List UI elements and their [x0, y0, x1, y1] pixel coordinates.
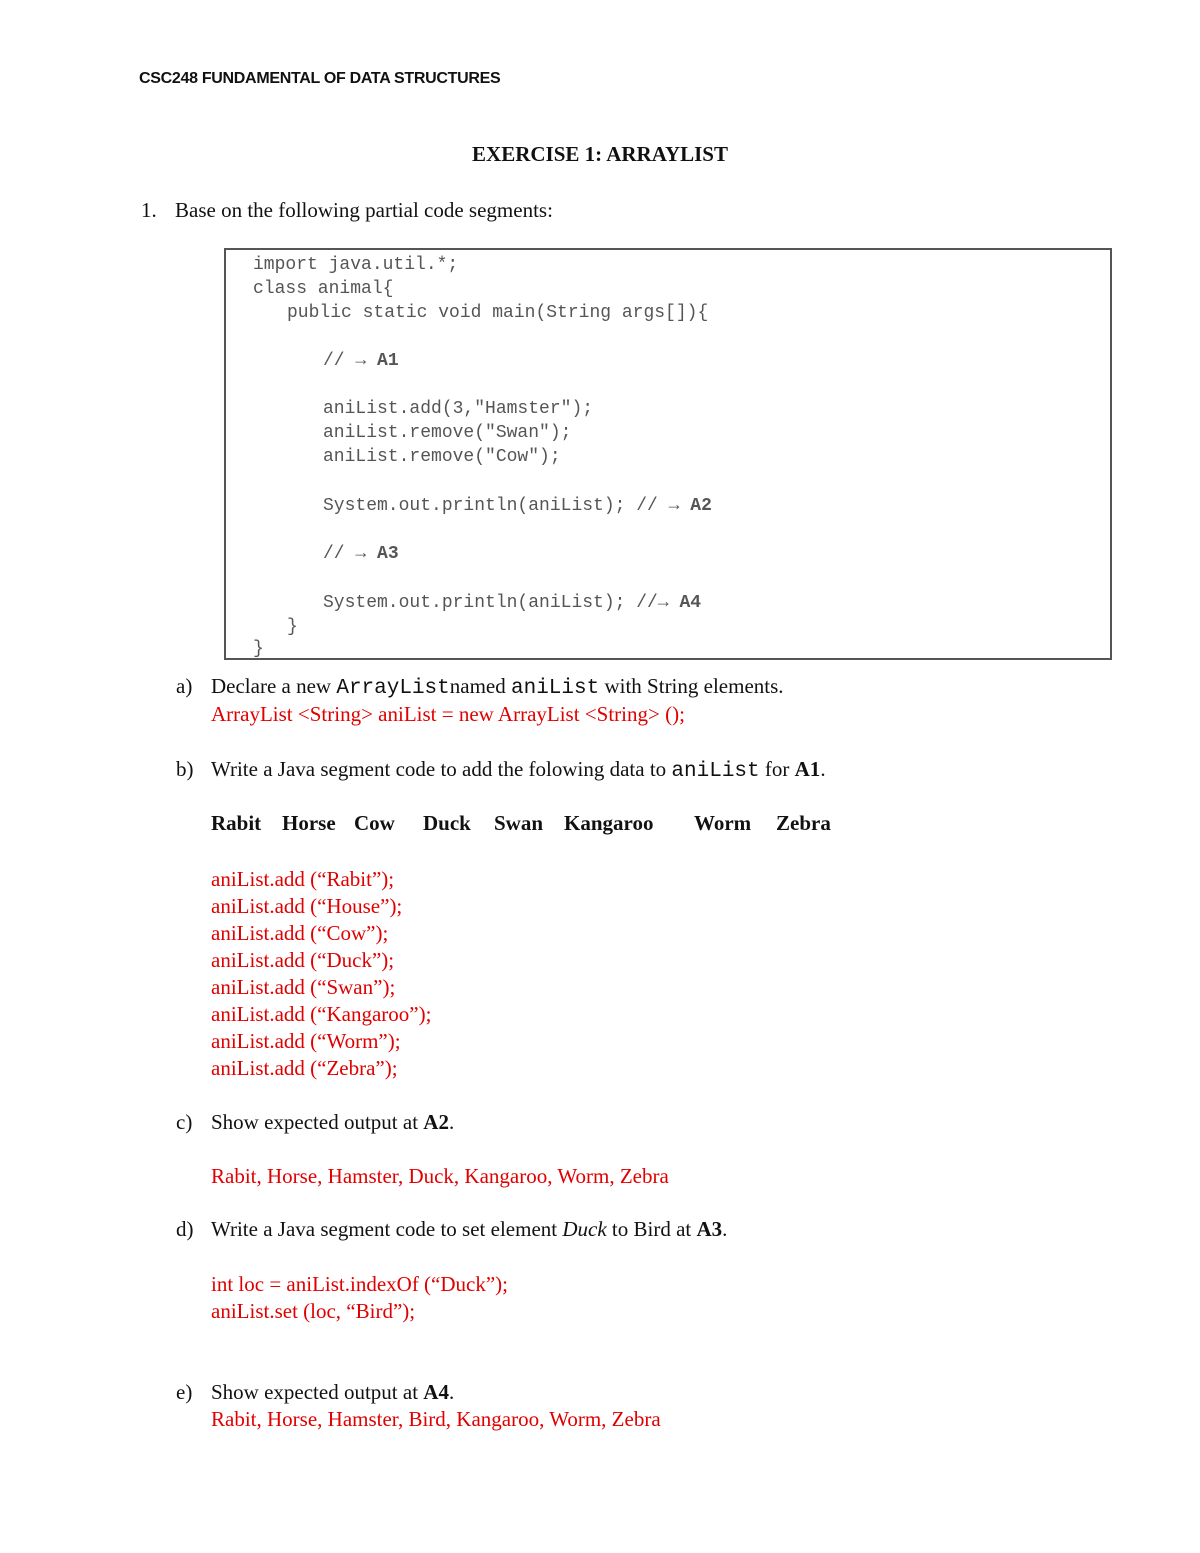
part-b-answer-line: aniList.add (“Rabit”);: [211, 867, 395, 891]
arrow-icon: →: [355, 351, 367, 371]
part-b-answer-line: aniList.add (“Zebra”);: [211, 1056, 398, 1080]
part-b-answer-line: aniList.add (“Kangaroo”);: [211, 1002, 432, 1026]
code-line: }: [253, 639, 264, 659]
word-item: Duck: [423, 811, 471, 835]
code-comment-a2: System.out.println(aniList); // → A2: [323, 496, 712, 516]
part-b-answer-line: aniList.add (“Cow”);: [211, 921, 389, 945]
part-a-label: a): [176, 674, 193, 698]
code-line: aniList.remove("Cow");: [323, 447, 561, 467]
part-b-question: Write a Java segment code to add the folowing data to aniList for A1.: [211, 757, 826, 783]
document-header: CSC248 FUNDAMENTAL OF DATA STRUCTURES: [139, 70, 501, 87]
word-item: Rabit: [211, 811, 262, 835]
part-e-label: e): [176, 1380, 193, 1404]
part-d-question: Write a Java segment code to set element Duck to Bird at A3.: [211, 1217, 728, 1241]
arrow-icon: →: [657, 593, 669, 613]
part-b-answer-line: aniList.add (“Duck”);: [211, 948, 395, 972]
part-d-answer-line: aniList.set (loc, “Bird”);: [211, 1299, 416, 1323]
code-line: class animal{: [253, 279, 394, 299]
part-c-answer: Rabit, Horse, Hamster, Duck, Kangaroo, Worm, Zebra: [211, 1164, 669, 1188]
part-d-label: d): [176, 1217, 194, 1241]
word-item: Worm: [694, 811, 752, 835]
part-b-answer-line: aniList.add (“House”);: [211, 894, 403, 918]
word-item: Cow: [354, 811, 395, 835]
arrow-icon: →: [668, 496, 680, 516]
code-comment-a1: // → A1: [323, 351, 399, 371]
code-comment-a3: // → A3: [323, 544, 399, 564]
part-b-answer-line: aniList.add (“Worm”);: [211, 1029, 401, 1053]
part-a-answer: ArrayList <String> aniList = new ArrayList <String> ();: [211, 702, 685, 726]
word-item: Horse: [282, 811, 336, 835]
question-text: Base on the following partial code segments:: [175, 198, 553, 222]
part-b-label: b): [176, 757, 194, 781]
part-d-answer-line: int loc = aniList.indexOf (“Duck”);: [211, 1272, 509, 1296]
code-line: aniList.remove("Swan");: [323, 423, 572, 443]
part-e-question: Show expected output at A4.: [211, 1380, 455, 1404]
code-line: }: [287, 617, 298, 637]
part-c-question: Show expected output at A2.: [211, 1110, 455, 1134]
arrow-icon: →: [355, 544, 367, 564]
part-e-answer: Rabit, Horse, Hamster, Bird, Kangaroo, Worm, Zebra: [211, 1407, 661, 1431]
part-c-label: c): [176, 1110, 193, 1134]
question-number: 1.: [141, 198, 157, 222]
code-line: import java.util.*;: [253, 255, 459, 275]
code-line: aniList.add(3,"Hamster");: [323, 399, 594, 419]
word-item: Zebra: [776, 811, 831, 835]
word-item: Swan: [494, 811, 544, 835]
part-a-question: Declare a new ArrayListnamed aniList with String elements.: [211, 674, 784, 700]
exercise-title: EXERCISE 1: ARRAYLIST: [472, 142, 728, 166]
code-line: public static void main(String args[]){: [287, 303, 709, 323]
code-comment-a4: System.out.println(aniList); //→ A4: [323, 593, 702, 613]
code-box: [224, 248, 1112, 660]
part-b-answer-line: aniList.add (“Swan”);: [211, 975, 396, 999]
word-item: Kangaroo: [564, 811, 654, 835]
